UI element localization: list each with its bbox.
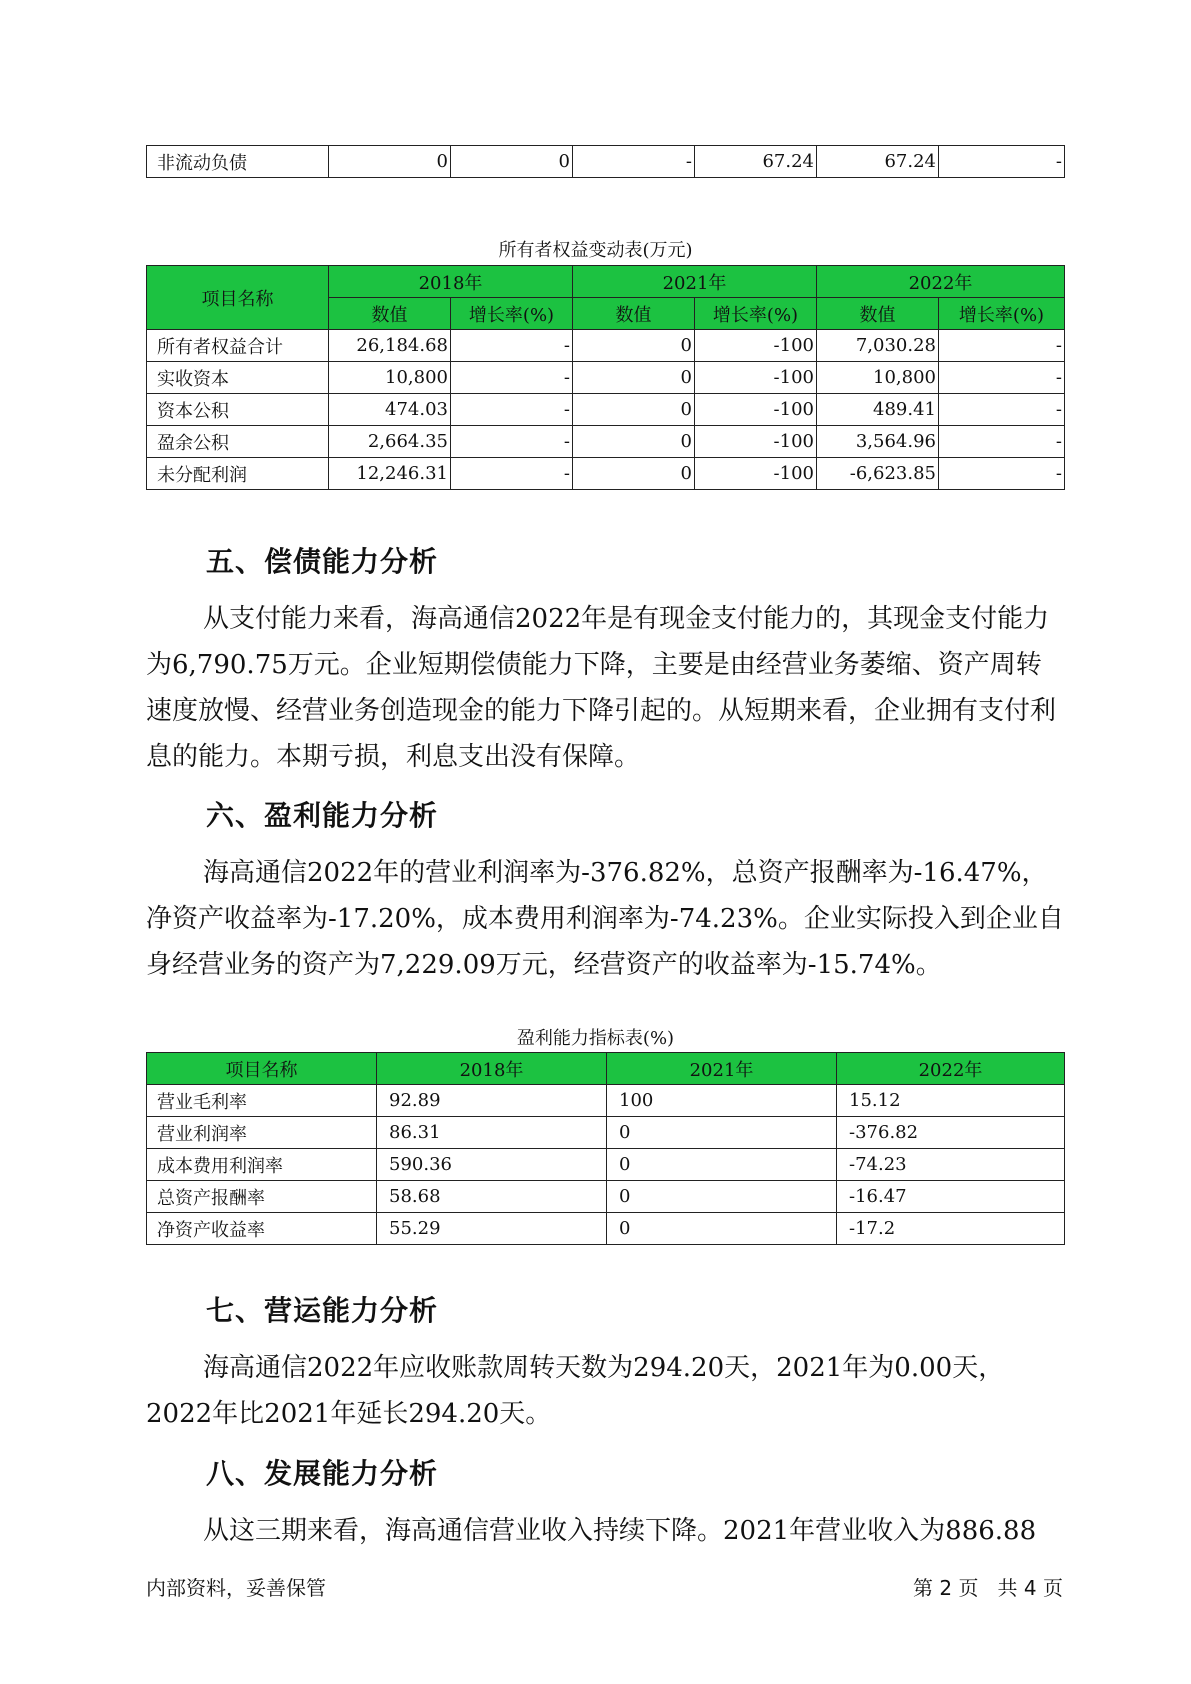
table-cell: 100 [607,1085,837,1117]
row-label: 资本公积 [147,394,329,426]
table-row [147,426,1065,458]
table-header-row [147,266,1065,298]
table-cell: -16.47 [837,1181,1065,1213]
table-cell: - [451,458,573,490]
column-header: 2018年 [377,1053,607,1085]
row-label: 营业毛利率 [147,1085,377,1117]
table-row [147,394,1065,426]
column-header: 增长率(%) [939,298,1065,330]
table-cell: - [451,426,573,458]
table-cell: -17.2 [837,1213,1065,1245]
row-label: 未分配利润 [147,458,329,490]
table-cell: 7,030.28 [817,330,939,362]
table-cell: -100 [695,426,817,458]
table-cell: - [939,362,1065,394]
table-cell: -100 [695,394,817,426]
table-cell: - [939,426,1065,458]
equity-table [146,265,1065,490]
section-heading: 六、盈利能力分析 [206,799,439,832]
profit-table [146,1052,1065,1245]
table-cell: 590.36 [377,1149,607,1181]
column-header: 数值 [817,298,939,330]
table-cell: - [939,458,1065,490]
year-header: 2018年 [329,266,573,298]
table-cell: 0 [573,426,695,458]
column-header: 项目名称 [147,266,329,330]
section-paragraph: 从支付能力来看，海高通信2022年是有现金支付能力的，其现金支付能力为6,790.75万元。企业短期偿债能力下降，主要是由经营业务萎缩、资产周转速度放慢、经营业务创造现金的能力下降引起的。从短期来看，企业拥有支付利息的能力。本期亏损，利息支出没有保障。 [146,604,1057,772]
table-cell: 3,564.96 [817,426,939,458]
column-header: 2021年 [607,1053,837,1085]
table-cell: 489.41 [817,394,939,426]
column-header: 数值 [573,298,695,330]
row-label: 所有者权益合计 [147,330,329,362]
profit-table-caption: 盈利能力指标表(%) [516,1028,675,1049]
table-cell: - [939,146,1065,178]
table-cell: -100 [695,458,817,490]
table-cell: 15.12 [837,1085,1065,1117]
table-header-row [147,1053,1065,1085]
footer-note: 内部资料，妥善保管 [146,1576,326,1600]
row-label: 非流动负债 [147,146,329,178]
table-cell: -100 [695,362,817,394]
table-cell: 0 [573,330,695,362]
table-cell: 0 [573,458,695,490]
equity-table-caption: 所有者权益变动表(万元) [498,240,693,261]
table-cell: 55.29 [377,1213,607,1245]
table-cell: 474.03 [329,394,451,426]
section-paragraph: 海高通信2022年应收账款周转天数为294.20天，2021年为0.00天，2022年比2021年延长294.20天。 [146,1353,1005,1429]
section-heading: 七、营运能力分析 [206,1294,439,1327]
table-cell: 2,664.35 [329,426,451,458]
table-cell: - [573,146,695,178]
table-cell: 0 [573,394,695,426]
row-label: 营业利润率 [147,1117,377,1149]
row-label: 总资产报酬率 [147,1181,377,1213]
table-cell: 0 [607,1117,837,1149]
table-row [147,1213,1065,1245]
table-cell: 10,800 [817,362,939,394]
table-cell: 86.31 [377,1117,607,1149]
section-paragraph: 海高通信2022年的营业利润率为-376.82%，总资产报酬率为-16.47%，净资产收益率为-17.20%，成本费用利润率为-74.23%。企业实际投入到企业自身经营业务的资产为7,229.09万元，经营资产的收益率为-15.74%。 [146,858,1064,980]
table-cell: 0 [607,1213,837,1245]
table-cell: - [451,362,573,394]
row-label: 实收资本 [147,362,329,394]
row-label: 盈余公积 [147,426,329,458]
column-header: 增长率(%) [451,298,573,330]
section-heading: 五、偿债能力分析 [206,545,439,578]
table-row [147,1117,1065,1149]
table-row [147,1085,1065,1117]
table-cell: 67.24 [817,146,939,178]
table-cell: -74.23 [837,1149,1065,1181]
table-cell: 0 [573,362,695,394]
table-cell: - [939,330,1065,362]
table-cell: 67.24 [695,146,817,178]
table-row [147,146,1065,178]
section-heading: 八、发展能力分析 [206,1457,439,1490]
year-header: 2022年 [817,266,1065,298]
table-cell: 0 [329,146,451,178]
year-header: 2021年 [573,266,817,298]
table-cell: 92.89 [377,1085,607,1117]
liabilities-table-fragment [146,145,1065,178]
table-cell: 0 [607,1149,837,1181]
table-cell: 0 [451,146,573,178]
table-row [147,362,1065,394]
table-cell: -376.82 [837,1117,1065,1149]
table-row [147,330,1065,362]
table-cell: -100 [695,330,817,362]
table-cell: 58.68 [377,1181,607,1213]
table-cell: 12,246.31 [329,458,451,490]
row-label: 净资产收益率 [147,1213,377,1245]
table-cell: -6,623.85 [817,458,939,490]
page-number: 第 2 页 共 4 页 [913,1576,1063,1600]
table-row [147,458,1065,490]
table-row [147,1181,1065,1213]
table-cell: 0 [607,1181,837,1213]
column-header: 增长率(%) [695,298,817,330]
section-paragraph: 从这三期来看，海高通信营业收入持续下降。2021年营业收入为886.88 [203,1516,1037,1546]
table-cell: - [451,394,573,426]
table-cell: 10,800 [329,362,451,394]
table-row [147,1149,1065,1181]
row-label: 成本费用利润率 [147,1149,377,1181]
column-header: 数值 [329,298,451,330]
column-header: 项目名称 [147,1053,377,1085]
table-cell: 26,184.68 [329,330,451,362]
table-cell: - [451,330,573,362]
table-cell: - [939,394,1065,426]
column-header: 2022年 [837,1053,1065,1085]
